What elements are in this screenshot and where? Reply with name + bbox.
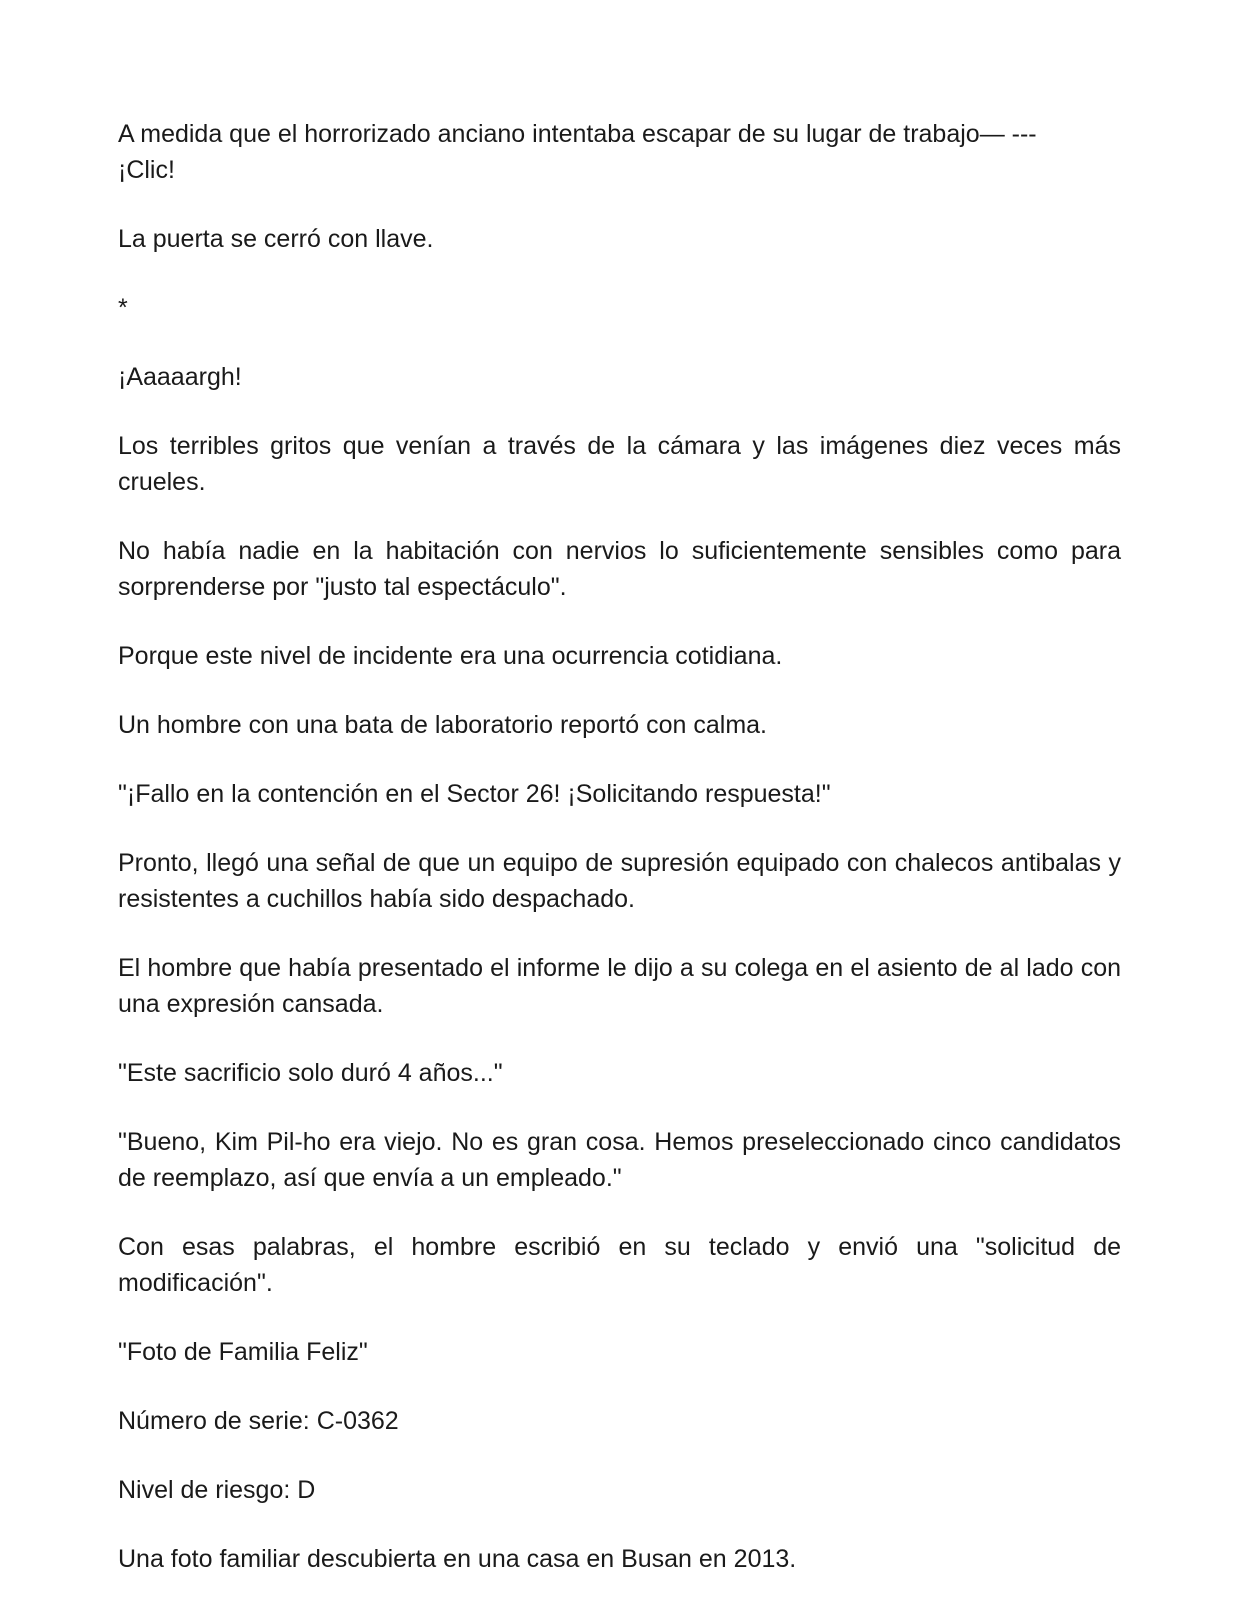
section-break-asterisk: * (118, 294, 128, 322)
paragraph-5: No había nadie en la habitación con nervios lo suficientemente sensibles como para sorprenderse por "justo tal espectáculo". (118, 537, 1121, 601)
paragraph-10: El hombre que había presentado el informe le dijo a su colega en el asiento de al lado con una expresión cansada. (118, 954, 1121, 1018)
paragraph-4: Los terribles gritos que venían a través de la cámara y las imágenes diez veces más crueles. (118, 432, 1121, 496)
paragraph-1 (118, 116, 1121, 188)
paragraph-13: Con esas palabras, el hombre escribió en su teclado y envió una "solicitud de modificación". (118, 1233, 1121, 1297)
paragraph-1-line-1: A medida que el horrorizado anciano intentaba escapar de su lugar de trabajo— --- (118, 120, 1037, 148)
paragraph-3: ¡Aaaaargh! (118, 363, 242, 391)
document-body (118, 116, 1121, 1577)
paragraph-1-line-2: ¡Clic! (118, 156, 175, 184)
paragraph-final: Una foto familiar descubierta en una casa en Busan en 2013. (118, 1545, 797, 1573)
paragraph-11: "Este sacrificio solo duró 4 años..." (118, 1059, 503, 1087)
paragraph-9: Pronto, llegó una señal de que un equipo de supresión equipado con chalecos antibalas y resistentes a cuchillos había sido despachado. (118, 849, 1121, 913)
serial-number: Número de serie: C-0362 (118, 1407, 399, 1435)
paragraph-6: Porque este nivel de incidente era una ocurrencia cotidiana. (118, 642, 783, 670)
paragraph-2: La puerta se cerró con llave. (118, 225, 434, 253)
item-title: "Foto de Familia Feliz" (118, 1338, 368, 1366)
risk-level: Nivel de riesgo: D (118, 1476, 316, 1504)
paragraph-12: "Bueno, Kim Pil-ho era viejo. No es gran cosa. Hemos preseleccionado cinco candidatos de reemplazo, así que envía a un empleado." (118, 1128, 1121, 1192)
paragraph-8: "¡Fallo en la contención en el Sector 26! ¡Solicitando respuesta!" (118, 780, 831, 808)
paragraph-7: Un hombre con una bata de laboratorio reportó con calma. (118, 711, 767, 739)
